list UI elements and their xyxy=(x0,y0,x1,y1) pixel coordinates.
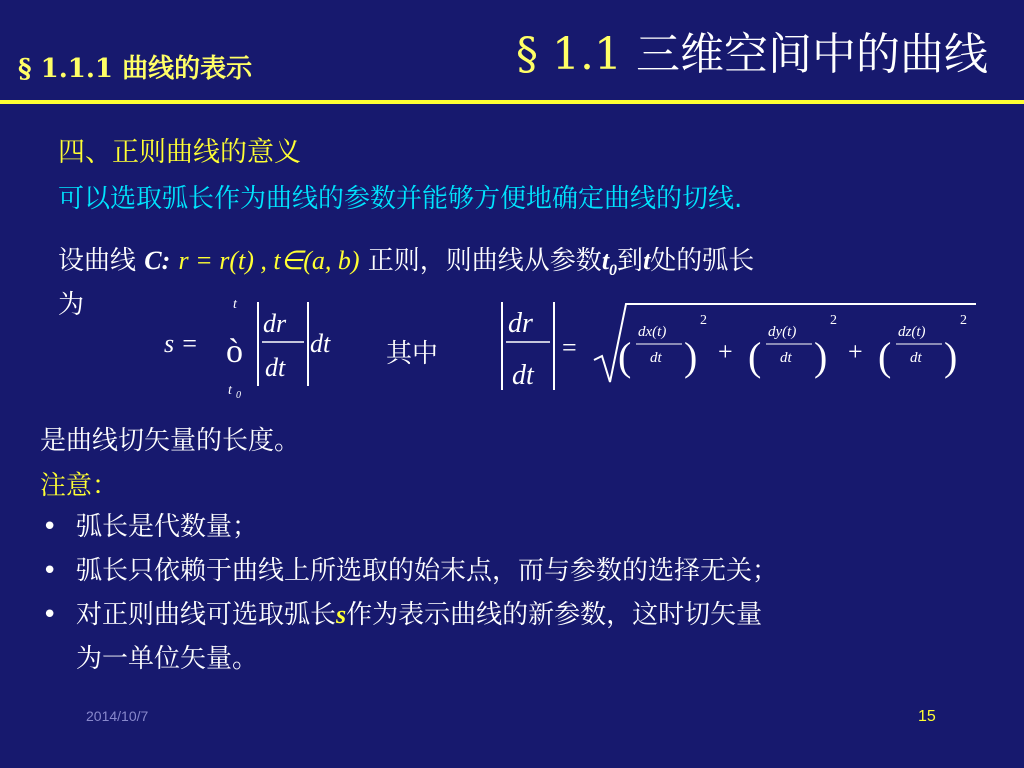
arc-length-formula xyxy=(150,290,990,400)
section-heading: 四、正则曲线的意义 xyxy=(58,137,301,168)
bullet-marker: • xyxy=(42,512,58,542)
dy-den: dt xyxy=(780,350,792,366)
integral-sign: ò xyxy=(226,333,243,370)
paren-close-1: ) xyxy=(684,334,698,379)
bullet-text: 弧长只依赖于曲线上所选取的始末点，而与参数的选择无关； xyxy=(76,556,779,586)
paragraph-text: 是曲线切矢量的长度。 xyxy=(40,426,301,456)
subsection-title: § 1.1.1 曲线的表示 xyxy=(18,54,253,84)
def-to: 到 xyxy=(617,246,644,276)
paren-open-3: ( xyxy=(878,334,892,379)
page-number: 15 xyxy=(918,708,936,725)
def-suffix: 处的弧长 xyxy=(650,246,755,276)
deriv-num-2: dr xyxy=(508,308,533,339)
differential: dt xyxy=(310,329,331,358)
t0-var: t xyxy=(601,246,610,275)
bullet-text: 弧长是代数量； xyxy=(76,512,259,542)
plus-1: + xyxy=(718,337,733,366)
section-number: 1.1 xyxy=(552,29,622,80)
list-item xyxy=(40,549,1000,593)
arc-length-symbol: s xyxy=(336,600,347,629)
power-3: 2 xyxy=(960,313,967,328)
bullet-text: 作为表示曲线的新参数，这时切矢量 xyxy=(346,600,763,630)
integral-upper: t xyxy=(233,297,237,312)
integral-lower-sub: 0 xyxy=(236,390,241,400)
deriv-num: dr xyxy=(263,309,287,338)
section-symbol: § xyxy=(516,29,539,80)
paren-close-3: ) xyxy=(944,334,958,379)
integral-lower: t xyxy=(228,383,232,398)
t-var: t xyxy=(643,246,651,275)
equals-sign: = xyxy=(562,333,577,362)
footer-date: 2014/10/7 xyxy=(86,708,149,724)
curve-name: C: xyxy=(144,246,171,275)
note-list xyxy=(40,505,1000,681)
plus-2: + xyxy=(848,337,863,366)
note-label: 注意： xyxy=(40,471,119,501)
formula-lhs: s = xyxy=(164,329,199,358)
bullet-marker: • xyxy=(42,556,58,586)
dz-num: dz(t) xyxy=(898,324,926,340)
bullet-marker: • xyxy=(42,600,58,630)
slide-title xyxy=(516,18,988,82)
bullet-text-continued: 为一单位矢量。 xyxy=(76,644,259,674)
dz-den: dt xyxy=(910,350,922,366)
power-1: 2 xyxy=(700,313,707,328)
curve-equation: r = r(t) , t∈(a, b) xyxy=(178,246,360,275)
definition-line xyxy=(58,240,754,280)
deriv-den-2: dt xyxy=(512,360,534,391)
def-middle: 正则，则曲线从参数 xyxy=(359,246,602,276)
definition-continuation: 为 xyxy=(58,290,85,320)
dx-num: dx(t) xyxy=(638,324,667,340)
power-2: 2 xyxy=(830,313,837,328)
def-prefix: 设曲线 xyxy=(58,246,145,276)
section-title: 三维空间中的曲线 xyxy=(636,29,988,80)
connector-text: 其中 xyxy=(386,339,439,369)
dx-den: dt xyxy=(650,350,662,366)
list-item xyxy=(40,593,1000,681)
deriv-den: dt xyxy=(265,353,286,382)
paren-open-2: ( xyxy=(748,334,762,379)
dy-num: dy(t) xyxy=(768,324,797,340)
sqrt-sign xyxy=(594,304,976,382)
list-item xyxy=(40,505,1000,549)
paren-open-1: ( xyxy=(618,334,632,379)
paren-close-2: ) xyxy=(814,334,828,379)
bullet-text: 对正则曲线可选取弧长 xyxy=(76,600,337,630)
header-divider xyxy=(0,100,1024,104)
highlight-text: 可以选取弧长作为曲线的参数并能够方便地确定曲线的切线. xyxy=(58,184,743,214)
t0-sub: 0 xyxy=(609,262,618,280)
